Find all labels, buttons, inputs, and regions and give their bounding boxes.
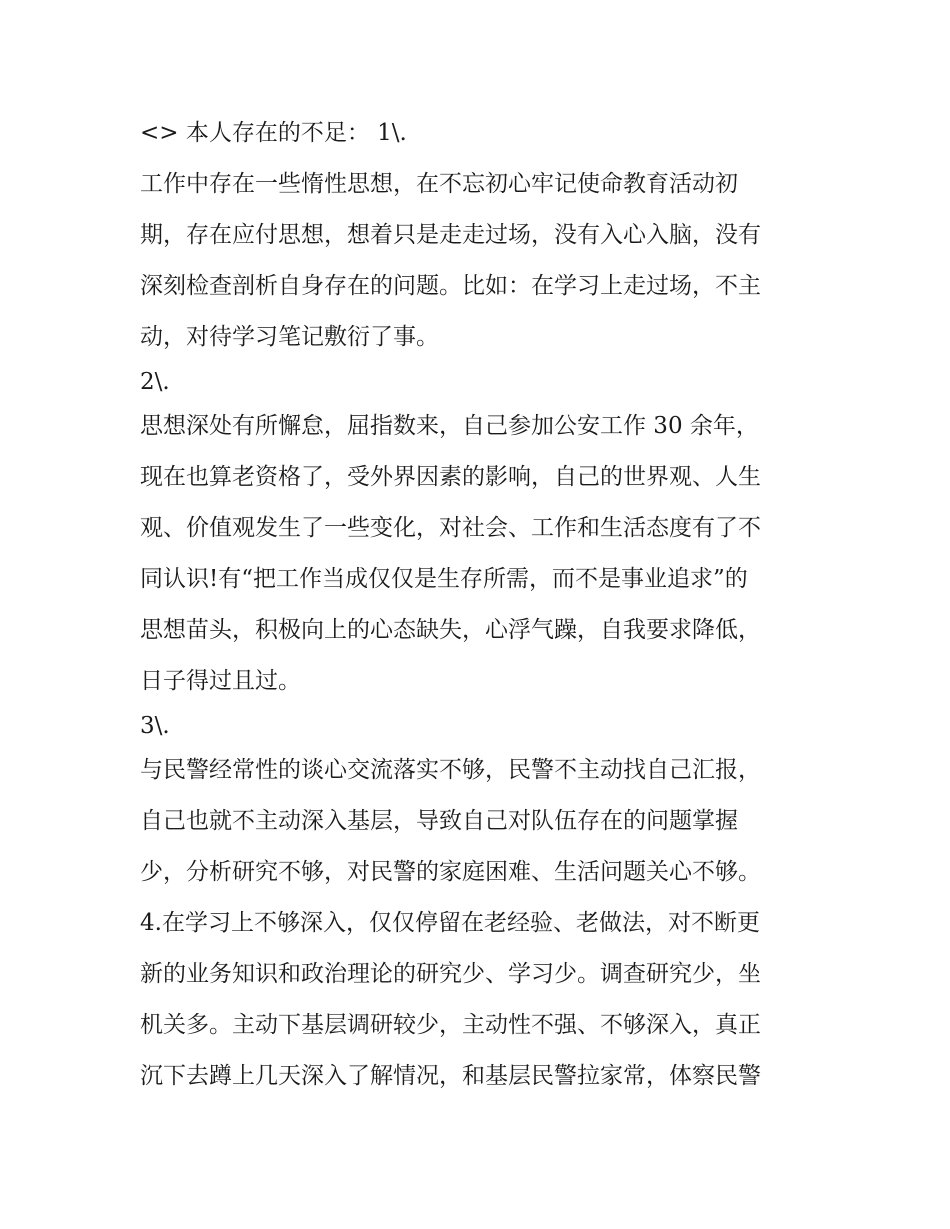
text-line: <> 本人存在的不足： 1\. [140, 120, 407, 146]
text-line: 动，对待学习笔记敷衍了事。 [140, 324, 439, 350]
text-line: 新的业务知识和政治理论的研究少、学习少。调查研究少，坐 [140, 961, 761, 987]
text-line: 与民警经常性的谈心交流落实不够，民警不主动找自己汇报， [140, 757, 761, 783]
text-line: 现在也算老资格了，受外界因素的影响，自己的世界观、人生 [140, 464, 761, 490]
text-line: 工作中存在一些惰性思想，在不忘初心牢记使命教育活动初 [140, 171, 738, 197]
text-line: 期，存在应付思想，想着只是走走过场，没有入心入脑，没有 [140, 222, 761, 248]
section-number: 3\. [140, 713, 170, 739]
text-line: 沉下去蹲上几天深入了解情况，和基层民警拉家常，体察民警 [140, 1063, 761, 1089]
text-line: 自己也就不主动深入基层，导致自己对队伍存在的问题掌握 [140, 808, 738, 834]
text-line: 深刻检查剖析自身存在的问题。比如：在学习上走过场，不主 [140, 273, 761, 299]
text-line: 4.在学习上不够深入，仅仅停留在老经验、老做法，对不断更 [140, 910, 760, 936]
text-line: 日子得过且过。 [140, 668, 301, 694]
text-line: 思想苗头，积极向上的心态缺失，心浮气躁，自我要求降低， [140, 617, 761, 643]
section-number: 2\. [140, 369, 170, 395]
text-line: 机关多。主动下基层调研较少，主动性不强、不够深入，真正 [140, 1012, 761, 1038]
text-line: 思想深处有所懈怠，屈指数来，自己参加公安工作 30 余年， [140, 413, 759, 439]
text-line: 少，分析研究不够，对民警的家庭困难、生活问题关心不够。 [140, 859, 761, 885]
text-line: 同认识!有“把工作当成仅仅是生存所需，而不是事业追求”的 [140, 566, 748, 592]
text-line: 观、价值观发生了一些变化，对社会、工作和生活态度有了不 [140, 515, 761, 541]
document-body [140, 108, 820, 1102]
